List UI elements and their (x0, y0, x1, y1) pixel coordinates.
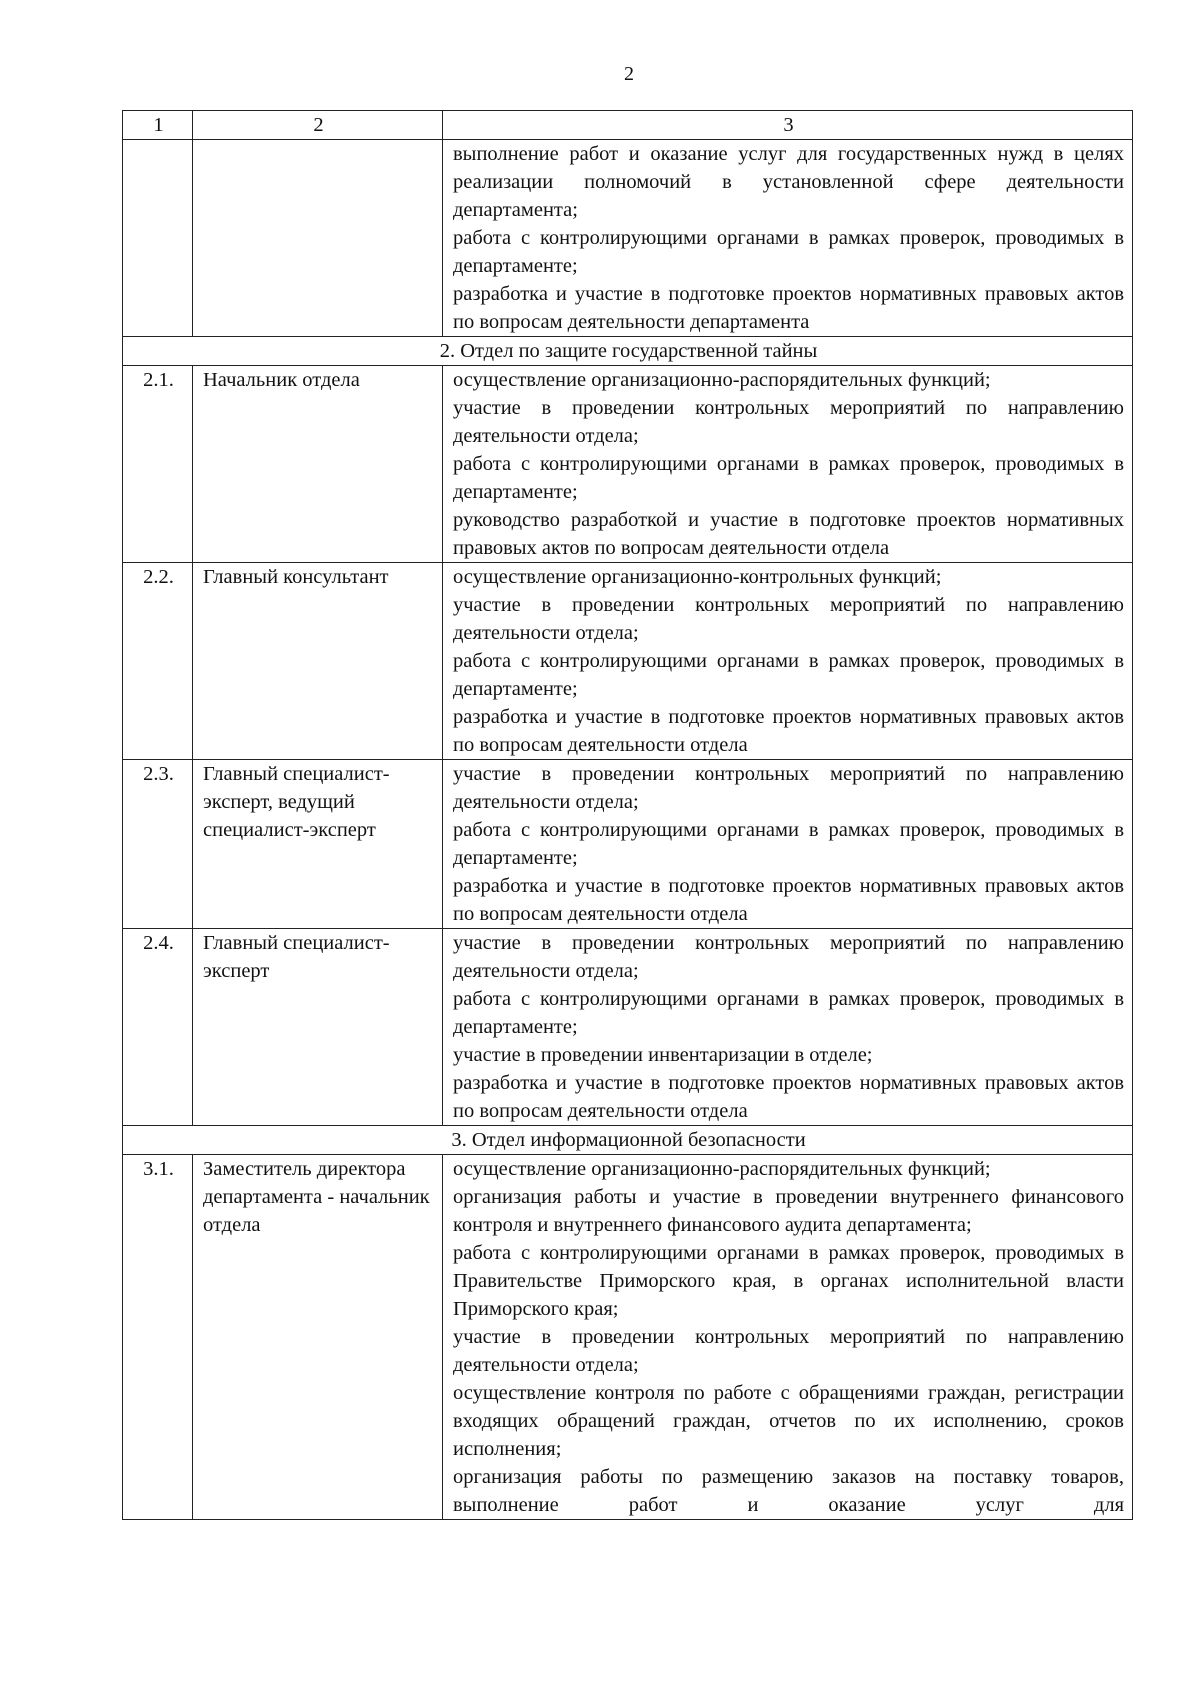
duty-item: осуществление организационно-контрольных функций; (453, 566, 942, 588)
duty-item: участие в проведении контрольных мероприятий по направлению деятельности отдела; (453, 594, 1124, 644)
position-title: Начальник отдела (193, 366, 443, 563)
duty-item: разработка и участие в подготовке проектов нормативных правовых актов по вопросам деятельности департамента (453, 283, 1124, 333)
duties-cell (443, 563, 1133, 760)
duty-item: работа с контролирующими органами в рамках проверок, проводимых в департаменте; (453, 988, 1124, 1038)
duty-item: участие в проведении контрольных мероприятий по направлению деятельности отдела; (453, 763, 1124, 813)
duties-table (122, 110, 1133, 1520)
duty-item: работа с контролирующими органами в рамках проверок, проводимых в департаменте; (453, 227, 1124, 277)
duties-cell (443, 366, 1133, 563)
table-row (123, 140, 1133, 337)
table-row (123, 563, 1133, 760)
table-row (123, 929, 1133, 1126)
duty-item: работа с контролирующими органами в рамках проверок, проводимых в департаменте; (453, 650, 1124, 700)
row-number: 2.2. (123, 563, 193, 760)
duty-item: осуществление организационно-распорядительных функций; (453, 369, 991, 391)
column-header-1: 1 (123, 111, 193, 140)
row-number: 2.4. (123, 929, 193, 1126)
duty-item: осуществление контроля по работе с обращениями граждан, регистрации входящих обращений граждан, отчетов по их исполнению, сроков исполнения; (453, 1382, 1124, 1460)
table-header-row (123, 111, 1133, 140)
duty-item: работа с контролирующими органами в рамках проверок, проводимых в департаменте; (453, 819, 1124, 869)
duty-item: работа с контролирующими органами в рамках проверок, проводимых в департаменте; (453, 453, 1124, 503)
page-number: 2 (624, 63, 634, 85)
duties-cell (443, 140, 1133, 337)
duties-cell (443, 760, 1133, 929)
duty-item: участие в проведении контрольных мероприятий по направлению деятельности отдела; (453, 1326, 1124, 1376)
duty-item: разработка и участие в подготовке проектов нормативных правовых актов по вопросам деятельности отдела (453, 1072, 1124, 1122)
column-header-3: 3 (443, 111, 1133, 140)
row-number: 2.3. (123, 760, 193, 929)
duty-item: участие в проведении инвентаризации в отделе; (453, 1044, 873, 1066)
table-row (123, 1155, 1133, 1520)
position-title: Главный специалист-эксперт (193, 929, 443, 1126)
position-title: Заместитель директора департамента - начальник отдела (193, 1155, 443, 1520)
section-heading-row (123, 337, 1133, 366)
duty-item: осуществление организационно-распорядительных функций; (453, 1158, 991, 1180)
row-number: 2.1. (123, 366, 193, 563)
section-heading-row (123, 1126, 1133, 1155)
duty-item: разработка и участие в подготовке проектов нормативных правовых актов по вопросам деятельности отдела (453, 875, 1124, 925)
position-title: Главный специалист-эксперт, ведущий специалист-эксперт (193, 760, 443, 929)
duties-cell (443, 1155, 1133, 1520)
duty-item: участие в проведении контрольных мероприятий по направлению деятельности отдела; (453, 397, 1124, 447)
duty-item: разработка и участие в подготовке проектов нормативных правовых актов по вопросам деятельности отдела (453, 706, 1124, 756)
duty-item: работа с контролирующими органами в рамках проверок, проводимых в Правительстве Приморского края, в органах исполнительной власти Приморского края; (453, 1242, 1124, 1320)
duties-cell (443, 929, 1133, 1126)
position-title: Главный консультант (193, 563, 443, 760)
table-row (123, 366, 1133, 563)
section-heading: 2. Отдел по защите государственной тайны (123, 337, 1133, 366)
duty-item: руководство разработкой и участие в подготовке проектов нормативных правовых актов по вопросам деятельности отдела (453, 509, 1124, 559)
position-title (193, 140, 443, 337)
row-number (123, 140, 193, 337)
duty-item: выполнение работ и оказание услуг для государственных нужд в целях реализации полномочий в установленной сфере деятельности департамента; (453, 143, 1124, 221)
column-header-2: 2 (193, 111, 443, 140)
row-number: 3.1. (123, 1155, 193, 1520)
duty-item: организация работы и участие в проведении внутреннего финансового контроля и внутреннего финансового аудита департамента; (453, 1186, 1124, 1236)
duty-item: участие в проведении контрольных мероприятий по направлению деятельности отдела; (453, 932, 1124, 982)
duty-item: организация работы по размещению заказов на поставку товаров, выполнение работ и оказание услуг для (453, 1466, 1124, 1516)
table-row (123, 760, 1133, 929)
section-heading: 3. Отдел информационной безопасности (123, 1126, 1133, 1155)
